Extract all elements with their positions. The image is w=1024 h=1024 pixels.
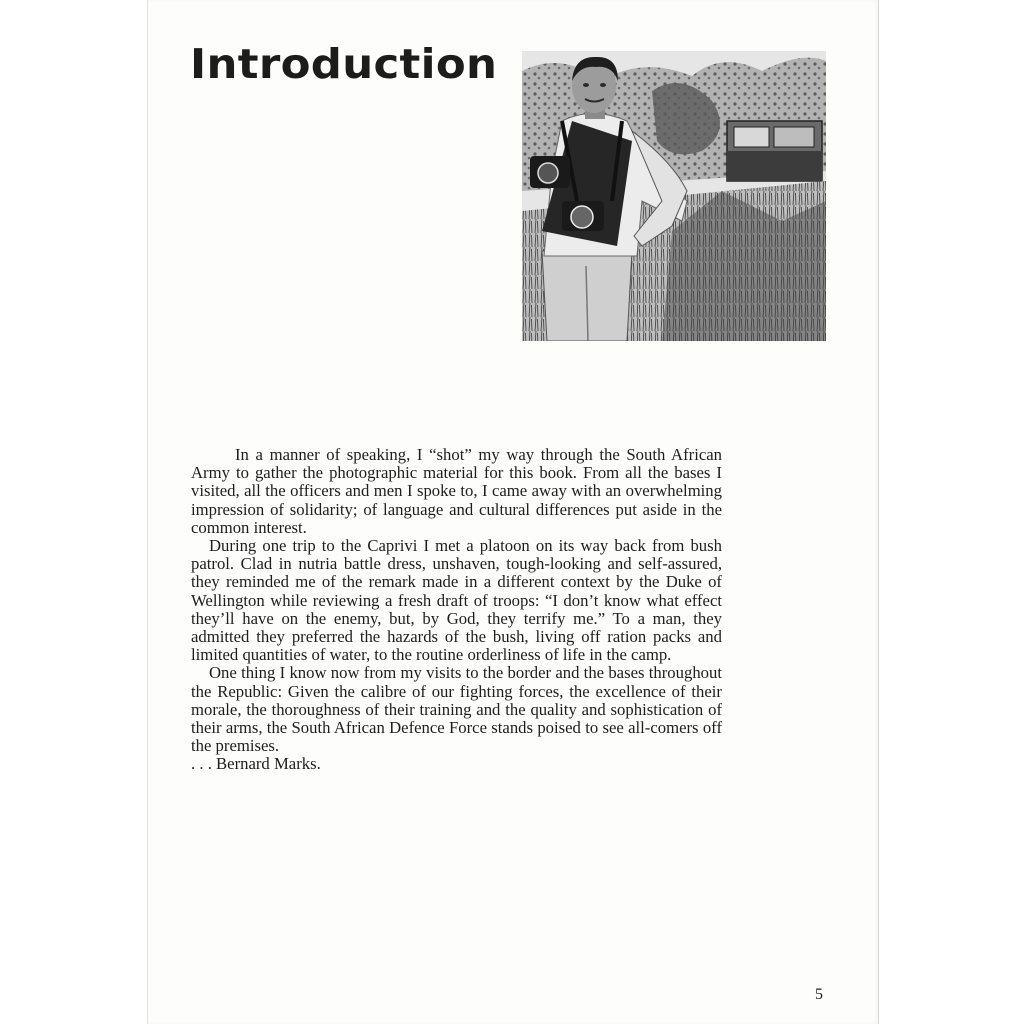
page-number: 5 xyxy=(815,986,823,1003)
author-photo xyxy=(522,51,826,341)
introduction-body xyxy=(191,446,722,774)
paragraph: In a manner of speaking, I “shot” my way through the South African Army to gather the photographic material for this book. From all the bases I visited, all the officers and men I spoke to, I came away with an overwhelming impression of solidarity; of language and cultural differences put aside in the common interest. xyxy=(191,445,722,537)
author-signature: . . . Bernard Marks. xyxy=(191,754,321,774)
paragraph: One thing I know now from my visits to the border and the bases throughout the Republic: Given the calibre of our fighting forces, the excellence of their morale, the thoroughness of their training and the quality and sophistication of their arms, the South African Defence Force stands poised to see all-comers off the premises. xyxy=(191,663,722,756)
paragraph: During one trip to the Caprivi I met a platoon on its way back from bush patrol. Clad in nutria battle dress, unshaven, tough-looking and self-assured, they reminded me of the remark made in a different context by the Duke of Wellington while reviewing a fresh draft of troops: “I don’t know what effect they’ll have on the enemy, but, by God, they terrify me.” To a man, they admitted they preferred the hazards of the bush, living off ration packs and limited quantities of water, to the routine orderliness of life in the camp. xyxy=(191,536,722,665)
page-title: Introduction xyxy=(190,40,498,88)
